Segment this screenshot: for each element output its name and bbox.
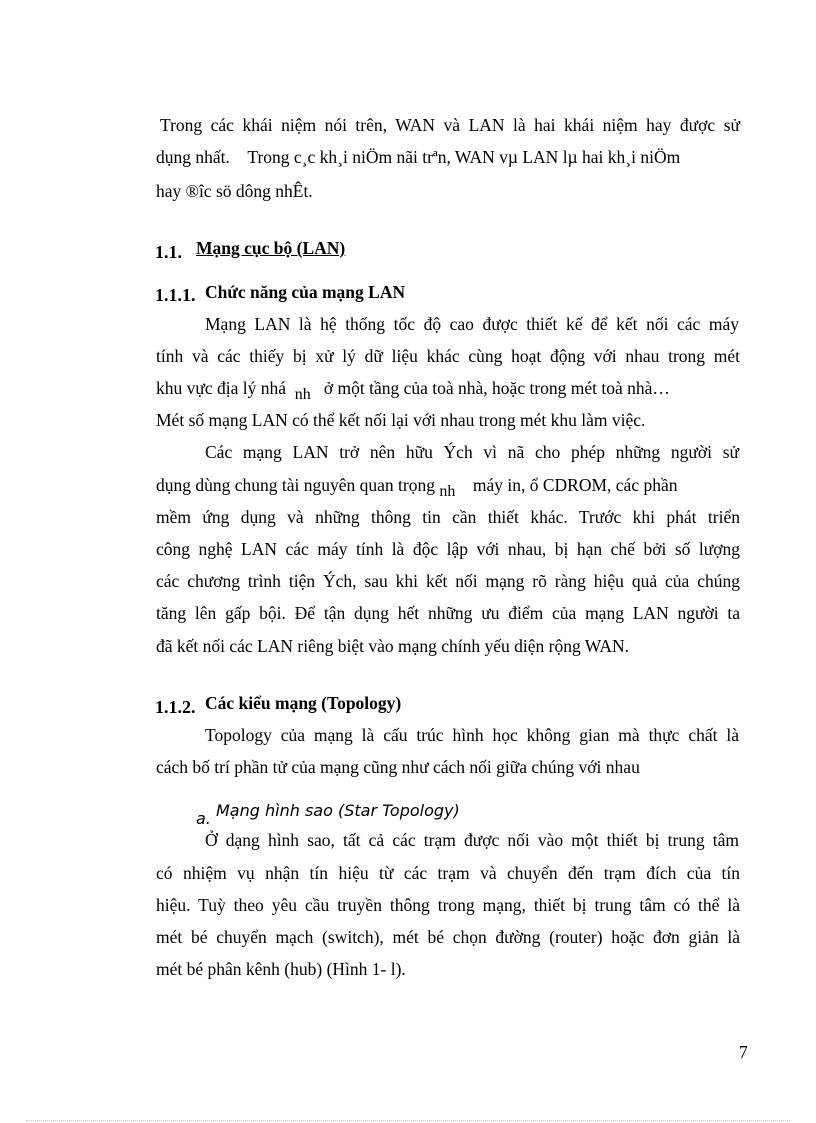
p111-2-line-5: các chương trình tiện Ých, sau khi kết nối mạng rõ ràng hiệu quả của chúng	[156, 571, 740, 591]
p111-2-line-3: mềm ứng dụng và những thông tin cần thiết khác. Trước khi phát triển	[156, 507, 740, 527]
p111-2-line-2	[156, 474, 677, 498]
p111-2-line-4: công nghệ LAN các máy tính là độc lập với nhau, bị hạn chế bởi số lượng	[156, 539, 740, 559]
p111-2-line-2-nh: nh	[439, 483, 456, 500]
p111-1-line-3a: khu vực địa lý nhá	[156, 378, 287, 398]
p112-1-line-1: Topology của mạng là cấu trúc hình học không gian mà thực chất là	[205, 725, 739, 745]
section-1-1-number: 1.1.	[155, 242, 182, 262]
p111-1-line-4: Mét số mạng LAN có thể kết nối lại với nhau trong mét khu làm việc.	[156, 410, 646, 430]
intro-line-1: Trong các khái niệm nói trên, WAN và LAN là hai khái niệm hay được sử	[160, 115, 740, 135]
section-1-1-1-number: 1.1.1.	[155, 285, 196, 305]
page-bottom-rule	[26, 1120, 790, 1121]
p112-2-line-3: hiệu. Tuỳ theo yêu cầu truyền thông trong mạng, thiết bị trung tâm có thể là	[156, 895, 740, 915]
p111-2-line-2b: máy in, ổ CDROM, các phần	[472, 475, 678, 495]
p112-2-line-2: có nhiệm vụ nhận tín hiệu từ các trạm và chuyển đến trạm đích của tín	[156, 863, 740, 883]
p111-1-line-2: tính và các thiếy bị xử lý dữ liệu khác cùng hoạt động với nhau trong mét	[156, 346, 740, 366]
p112-2-line-4: mét bé chuyển mạch (switch), mét bé chọn đường (router) hoặc đơn giản là	[156, 927, 740, 947]
section-1-1-1-title: Chức năng của mạng LAN	[205, 282, 406, 302]
p111-1-line-3	[156, 377, 670, 401]
intro-line-2	[156, 146, 680, 168]
subsection-a-marker: a.	[196, 809, 211, 828]
p111-1-line-3-nh: nh	[294, 386, 311, 403]
page-number: 7	[739, 1042, 748, 1062]
p111-2-line-7: đã kết nối các LAN riêng biệt vào mạng chính yếu diện rộng WAN.	[156, 636, 630, 656]
intro-line-2b: Trong c¸c kh¸i niÖm nãi trªn, WAN vµ LAN lµ hai kh¸i niÖm	[247, 147, 681, 167]
intro-line-2a: dụng nhất.	[156, 147, 230, 167]
p111-1-line-1: Mạng LAN là hệ thống tốc độ cao được thiết kế để kết nối các máy	[205, 314, 739, 334]
p112-2-line-1: Ở dạng hình sao, tất cả các trạm được nối vào một thiết bị trung tâm	[205, 830, 739, 850]
p111-2-line-1: Các mạng LAN trở nên hữu Ých vì nã cho phép những người sử	[205, 442, 739, 462]
p111-1-line-3b: ở một tầng của toà nhà, hoặc trong mét toà nhà…	[323, 378, 670, 398]
p111-2-line-6: tăng lên gấp bội. Để tận dụng hết những ưu điểm của mạng LAN người ta	[156, 603, 740, 623]
p112-1-line-2: cách bố trí phần tử của mạng cũng như cách nối giữa chúng với nhau	[156, 757, 640, 777]
p111-2-line-2a: dụng dùng chung tài nguyên quan trọng	[156, 475, 435, 495]
section-1-1-title: Mạng cục bộ (LAN)	[196, 238, 346, 258]
section-1-1-2-title: Các kiểu mạng (Topology)	[205, 693, 402, 713]
section-1-1-2-number: 1.1.2.	[155, 697, 196, 717]
p112-2-line-5: mét bé phân kênh (hub) (Hình 1- l).	[156, 959, 406, 979]
intro-line-3: hay ®îc sö dông nhÊt.	[156, 181, 313, 201]
subsection-a-title: Mạng hình sao (Star Topology)	[216, 801, 460, 820]
